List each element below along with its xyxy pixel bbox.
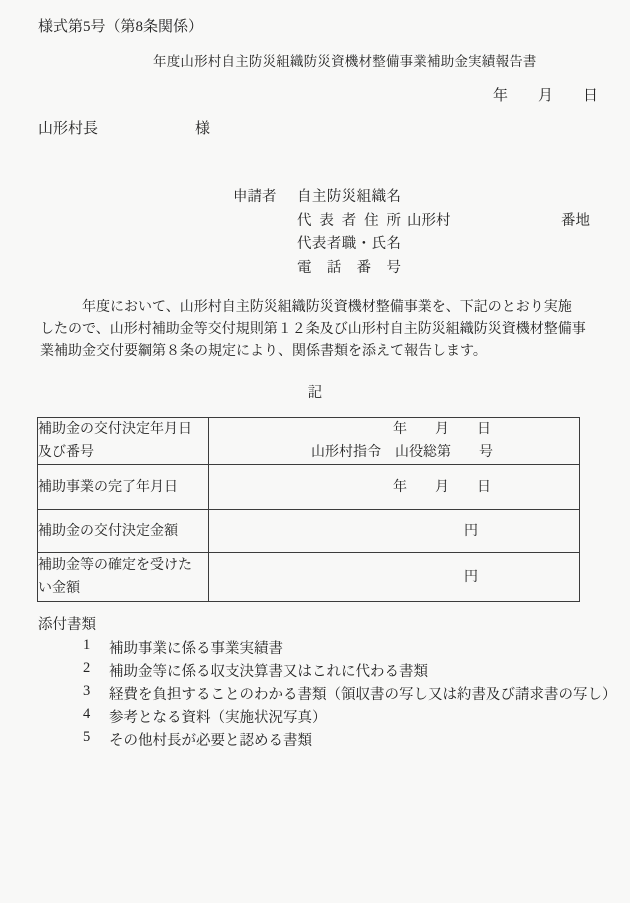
attachments-list [83, 637, 617, 752]
body-paragraph-line-2: したので、山形村補助金等交付規則第１２条及び山形村自主防災組織防災資機材整備事 [40, 322, 586, 337]
attachment-text: 参考となる資料（実施状況写真） [109, 710, 327, 726]
row-value-confirmed-amount [209, 553, 580, 602]
field-label-organization: 自主防災組織名 [297, 189, 401, 205]
applicant-field-organization [297, 185, 590, 209]
table-row-completion-date [38, 465, 580, 510]
attachment-item [83, 706, 617, 729]
field-suffix-banchi: 番地 [561, 212, 590, 229]
applicant-fields [297, 185, 590, 279]
date-placeholder: 年 月 日 [393, 479, 491, 495]
attachment-number: 3 [83, 683, 91, 699]
applicant-label: 申請者 [233, 189, 277, 205]
addressee-name: 山形村長 [38, 121, 99, 137]
attachment-number: 5 [83, 729, 91, 745]
table-row-confirmed-amount [38, 553, 580, 602]
attachments-heading: 添付書類 [38, 617, 96, 633]
form-number: 様式第5号（第8条関係） [38, 19, 204, 35]
row-value-grant-decision-amount [209, 510, 580, 553]
yen-placeholder: 円 [464, 569, 478, 585]
document-title: 年度山形村自主防災組織防災資機材整備事業補助金実績報告書 [153, 54, 537, 69]
report-table [37, 417, 580, 602]
field-label-phone: 電話番号 [297, 259, 401, 276]
applicant-field-address [297, 209, 590, 233]
section-heading-ki: 記 [307, 385, 323, 401]
attachment-number: 1 [83, 637, 91, 653]
row-label-grant-decision-date: 補助金の交付決定年月日 及び番号 [38, 418, 209, 465]
attachment-text: 補助事業に係る事業実績書 [109, 641, 283, 657]
applicant-field-phone [297, 256, 590, 280]
attachment-item [83, 683, 617, 706]
date-placeholder: 年 月 日 [393, 422, 491, 437]
attachment-item [83, 729, 617, 752]
field-label-representative: 代表者職・氏名 [297, 236, 401, 252]
attachment-item [83, 660, 617, 683]
body-paragraph [40, 297, 600, 363]
body-paragraph-line-3: 業補助金交付要綱第８条の規定により、関係書類を添えて報告します。 [40, 344, 487, 359]
table-row-grant-decision-date [38, 418, 580, 465]
applicant-field-representative [297, 232, 590, 256]
addressee-honorific: 様 [195, 121, 211, 137]
yen-placeholder: 円 [464, 523, 478, 539]
attachment-text: 補助金等に係る収支決算書又はこれに代わる書類 [109, 664, 428, 680]
attachment-item [83, 637, 617, 660]
attachment-number: 2 [83, 660, 91, 676]
row-label-completion-date: 補助事業の完了年月日 [38, 465, 209, 510]
attachment-number: 4 [83, 706, 91, 722]
addressee-line [38, 117, 210, 138]
row-label-grant-decision-amount: 補助金の交付決定金額 [38, 510, 209, 553]
directive-number-placeholder: 山形村指令 山役総第 号 [311, 445, 493, 460]
field-value-address: 山形村 [407, 212, 451, 229]
row-value-grant-decision-date [209, 418, 580, 465]
field-label-address: 代表者住所 [297, 212, 401, 229]
attachment-text: 経費を負担することのわかる書類（領収書の写し又は約書及び請求書の写し） [109, 687, 617, 703]
attachment-text: その他村長が必要と認める書類 [109, 733, 312, 749]
body-paragraph-line-1: 年度において、山形村自主防災組織防災資機材整備事業を、下記のとおり実施 [40, 300, 572, 315]
date-line: 年 月 日 [492, 88, 598, 104]
table-row-grant-decision-amount [38, 510, 580, 553]
row-label-confirmed-amount: 補助金等の確定を受けた い金額 [38, 553, 209, 602]
row-value-completion-date [209, 465, 580, 510]
